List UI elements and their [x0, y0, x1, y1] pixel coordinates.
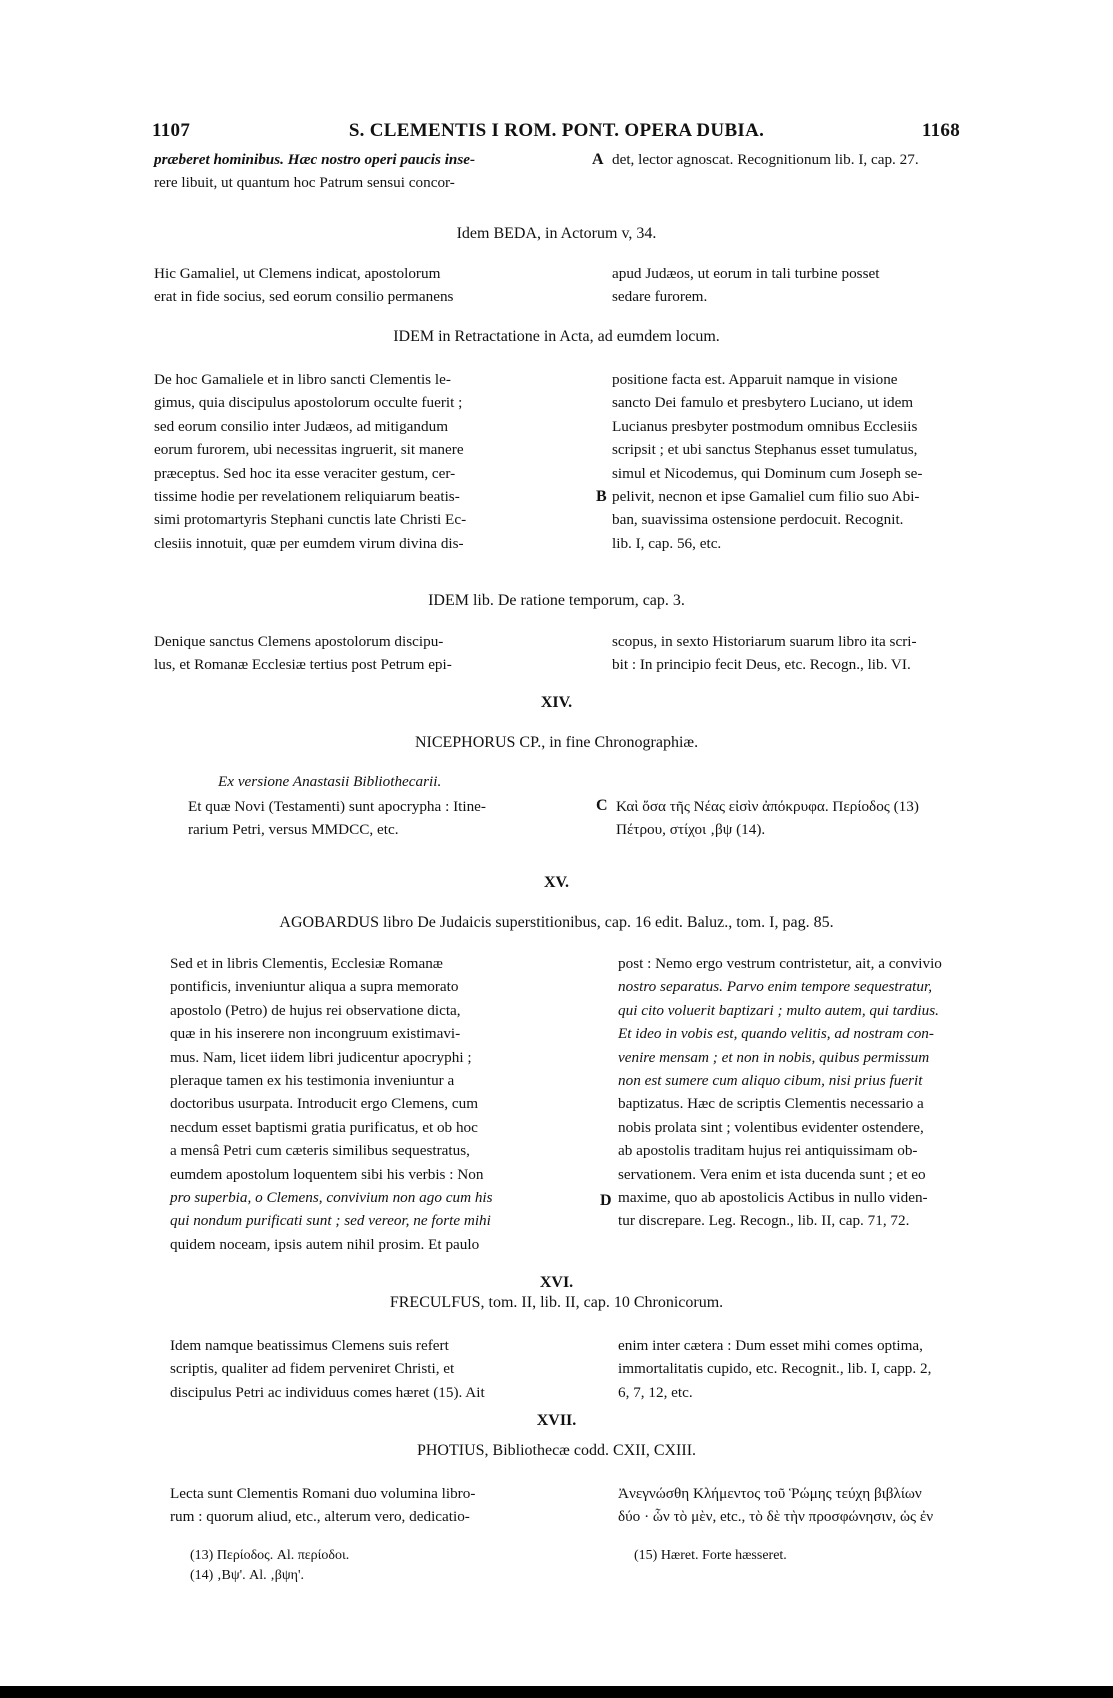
page-number-left: 1107 [152, 120, 191, 141]
text-line: apud Judæos, ut eorum in tali turbine posset [612, 265, 880, 282]
text-line: erat in fide socius, sed eorum consilio permanens [154, 288, 454, 306]
section-numeral: XVII. [536, 1412, 577, 1429]
text-line: mus. Nam, licet iidem libri judicentur apocryphi ; [170, 1048, 472, 1066]
freculfus-left-col [170, 1334, 602, 1404]
text-line: simul et Nicodemus, qui Dominum cum Joseph se- [612, 464, 923, 482]
text-line: scopus, in sexto Historiarum suarum libro ita scri- [612, 633, 917, 650]
text-line: nostro separatus. Parvo enim tempore sequestratur, [618, 978, 932, 996]
text-line: maxime, quo ab apostolicis Actibus in nullo viden- [618, 1189, 928, 1207]
agobardus-right-col [618, 952, 1038, 1233]
section-numeral: XVI. [539, 1274, 574, 1291]
photius-left-col [170, 1482, 602, 1529]
text-line: rarium Petri, versus MMDCC, etc. [188, 821, 399, 839]
retractatio-left-col [154, 368, 586, 555]
greek-text-line: Καὶ ὅσα τῆς Νέας εἰσὶν ἀπόκρυφα. Περίοδος (13) [616, 798, 919, 815]
text-line: Idem namque beatissimus Clemens suis refert [170, 1337, 449, 1354]
section-heading: Idem BEDA, in Actorum v, 34. [456, 225, 657, 242]
section-heading: IDEM in Retractatione in Acta, ad eumdem locum. [393, 328, 720, 345]
freculfus-right-col [618, 1334, 1038, 1404]
section-numeral: XV. [543, 874, 570, 891]
margin-marker-a: A [592, 151, 604, 168]
text-line: eumdem apostolum loquentem sibi his verbis : Non [170, 1165, 484, 1183]
text-line: post : Nemo ergo vestrum contristetur, ait, a convivio [618, 955, 942, 972]
text-line: sancto Dei famulo et presbytero Luciano, ut idem [612, 394, 914, 412]
text-line: eorum furorem, ubi necessitas ingruerit, sit manere [154, 441, 464, 459]
text-line: Et ideo in vobis est, quando velitis, ad nostram con- [618, 1025, 934, 1043]
text-line: pontificis, inveniuntur aliqua a supra memorato [170, 978, 459, 996]
text-line: præberet hominibus. Hæc nostro operi paucis inse- [154, 151, 476, 168]
text-line: positione facta est. Apparuit namque in visione [612, 371, 898, 388]
text-line: quidem noceam, ipsis autem nihil prosim. Et paulo [170, 1235, 480, 1253]
text-line: ban, suavissima ostensione perdocuit. Recognit. [612, 511, 904, 529]
photius-right-col [618, 1482, 1038, 1529]
text-line: pro superbia, o Clemens, convivium non ago cum his [170, 1189, 493, 1207]
section-heading: NICEPHORUS CP., in fine Chronographiæ. [414, 734, 699, 751]
section-heading: AGOBARDUS libro De Judaicis superstitionibus, cap. 16 edit. Baluz., tom. I, pag. 85. [279, 914, 834, 931]
text-line: apostolo (Petro) de hujus rei observatione dicta, [170, 1001, 461, 1019]
text-line: discipulus Petri ac individuus comes hæret (15). Ait [170, 1383, 485, 1401]
text-line: scriptis, qualiter ad fidem perveniret Christi, et [170, 1360, 455, 1378]
text-line: Denique sanctus Clemens apostolorum discipu- [154, 633, 444, 650]
footnote: (15) Hæret. Forte hæsseret. [634, 1548, 787, 1563]
margin-marker-d: D [600, 1192, 612, 1209]
beda-right-col [612, 262, 1032, 309]
text-line: enim inter cætera : Dum esset mihi comes optima, [618, 1337, 923, 1354]
text-line: quæ in his inserere non incongruum existimavi- [170, 1025, 461, 1043]
text-line: 6, 7, 12, etc. [618, 1383, 693, 1401]
margin-marker-c: C [596, 797, 608, 814]
agobardus-left-col [170, 952, 602, 1256]
retractatio-right-col [612, 368, 1032, 555]
section-subheading: Ex versione Anastasii Bibliothecarii. [218, 773, 442, 790]
text-line: nobis prolata sint ; volentibus evidenter ostendere, [618, 1118, 924, 1136]
intro-right-col [612, 148, 1032, 171]
temporum-right-col [612, 630, 1032, 677]
text-line: scripsit ; et ubi sanctus Stephanus esset tumulatus, [612, 441, 918, 459]
text-line: qui cito voluerit baptizari ; multo autem, qui tardius. [618, 1001, 939, 1019]
text-line: qui nondum purificati sunt ; sed vereor, ne forte mihi [170, 1212, 491, 1230]
text-line: præceptus. Sed hoc ita esse veraciter gestum, cer- [154, 464, 456, 482]
text-line: pleraque tamen ex his testimonia inveniuntur a [170, 1072, 455, 1090]
text-line: baptizatus. Hæc de scriptis Clementis necessario a [618, 1095, 924, 1113]
running-title: S. CLEMENTIS I ROM. PONT. OPERA DUBIA. [348, 120, 765, 141]
text-line: clesiis innotuit, quæ per eumdem virum divina dis- [154, 534, 464, 552]
scan-bottom-edge [0, 1686, 1113, 1698]
text-line: De hoc Gamaliele et in libro sancti Clementis le- [154, 371, 451, 388]
text-line: lus, et Romanæ Ecclesiæ tertius post Petrum epi- [154, 656, 452, 674]
section-heading: IDEM lib. De ratione temporum, cap. 3. [428, 592, 685, 609]
nicephorus-left-col [188, 795, 588, 842]
text-line: gimus, quia discipulus apostolorum occulte fuerit ; [154, 394, 463, 412]
text-line: lib. I, cap. 56, etc. [612, 534, 722, 552]
text-line: rere libuit, ut quantum hoc Patrum sensui concor- [154, 174, 455, 192]
text-line: doctoribus usurpata. Introducit ergo Clemens, cum [170, 1095, 479, 1113]
section-heading: PHOTIUS, Bibliothecæ codd. CXII, CXIII. [416, 1442, 697, 1459]
text-line: Lucianus presbyter postmodum omnibus Ecclesiis [612, 417, 918, 435]
greek-text-line: Ἀνεγνώσθη Κλήμεντος τοῦ Ῥώμης τεύχη βιβλίων [618, 1485, 922, 1502]
text-line: a mensâ Petri cum cæteris similibus sequestratus, [170, 1142, 470, 1160]
text-line: non est sumere cum aliquo cibum, nisi prius fuerit [618, 1072, 923, 1090]
temporum-left-col [154, 630, 586, 677]
text-line: pelivit, necnon et ipse Gamaliel cum filio suo Abi- [612, 488, 920, 506]
intro-left-col [154, 148, 569, 195]
text-line: Lecta sunt Clementis Romani duo volumina libro- [170, 1485, 476, 1502]
footnote: (14) ‚Βψ'. Al. ‚βψη'. [190, 1568, 305, 1583]
beda-left-col [154, 262, 586, 309]
text-line: simi protomartyris Stephani cunctis late Christi Ec- [154, 511, 467, 529]
text-line: tur discrepare. Leg. Recogn., lib. II, cap. 71, 72. [618, 1212, 910, 1230]
text-line: sedare furorem. [612, 288, 708, 306]
footnotes-right [634, 1546, 1034, 1566]
text-line: det, lector agnoscat. Recognitionum lib. I, cap. 27. [612, 151, 919, 168]
greek-text-line: Πέτρου, στίχοι ‚βψ (14). [616, 821, 766, 839]
text-line: bit : In principio fecit Deus, etc. Recogn., lib. VI. [612, 656, 911, 674]
text-line: ab apostolis traditam hujus rei antiquissimam ob- [618, 1142, 918, 1160]
footnote: (13) Περίοδος. Al. περίοδοι. [190, 1548, 350, 1563]
text-line: servationem. Vera enim et ista ducenda sunt ; et eo [618, 1165, 926, 1183]
text-line: venire mensam ; et non in nobis, quibus permissum [618, 1048, 930, 1066]
text-line: sed eorum consilio inter Judæos, ad mitigandum [154, 417, 449, 435]
text-line: immortalitatis cupido, etc. Recognit., lib. I, capp. 2, [618, 1360, 932, 1378]
text-line: Sed et in libris Clementis, Ecclesiæ Romanæ [170, 955, 443, 972]
section-heading: FRECULFUS, tom. II, lib. II, cap. 10 Chronicorum. [389, 1294, 724, 1311]
footnotes-left [190, 1546, 590, 1586]
text-line: rum : quorum aliud, etc., alterum vero, dedicatio- [170, 1508, 470, 1526]
greek-text-line: δύο · ὧν τὸ μὲν, etc., τὸ δὲ τὴν προσφώνησιν, ὡς ἐν [618, 1508, 934, 1526]
text-line: tissime hodie per revelationem reliquiarum beatis- [154, 488, 460, 506]
page-number-right: 1168 [921, 120, 960, 141]
margin-marker-b: B [596, 488, 607, 505]
text-line: Et quæ Novi (Testamenti) sunt apocrypha : Itine- [188, 798, 486, 815]
section-numeral: XIV. [540, 694, 573, 711]
nicephorus-right-col [616, 795, 1036, 842]
text-line: Hic Gamaliel, ut Clemens indicat, apostolorum [154, 265, 441, 282]
text-line: necdum esset baptismi gratia purificatus, et ob hoc [170, 1118, 478, 1136]
